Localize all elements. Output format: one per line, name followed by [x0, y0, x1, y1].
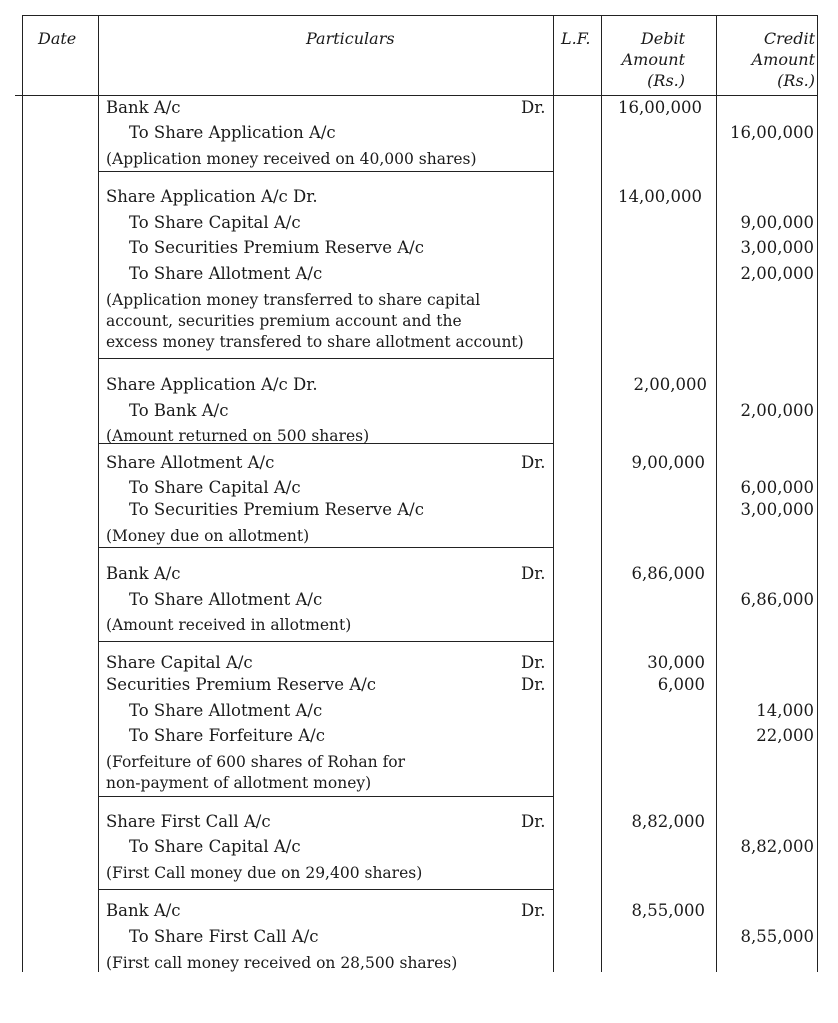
- debit-amount: 30,000: [647, 653, 705, 672]
- header-bottom-border: [15, 95, 818, 96]
- narration: (First Call money due on 29,400 shares): [106, 864, 423, 882]
- narration: non-payment of allotment money): [106, 774, 372, 792]
- header-debit-line-1: Debit: [640, 29, 685, 48]
- debit-amount: 16,00,000: [618, 98, 702, 117]
- entry-separator: [98, 889, 554, 890]
- dr-marker: Dr.: [521, 653, 546, 672]
- credit-account: To Securities Premium Reserve A/c: [129, 500, 424, 519]
- credit-account: To Share Capital A/c: [129, 478, 301, 497]
- credit-account: To Share First Call A/c: [129, 927, 319, 946]
- dr-marker: Dr.: [521, 675, 546, 694]
- credit-amount: 14,000: [756, 701, 814, 720]
- debit-amount: 14,00,000: [618, 187, 702, 206]
- credit-amount: 6,00,000: [740, 478, 814, 497]
- credit-account: To Share Allotment A/c: [129, 701, 323, 720]
- debit-account: Share Application A/c Dr.: [106, 187, 318, 206]
- header-credit-line-2: Amount: [751, 50, 815, 69]
- debit-account: Share First Call A/c: [106, 812, 271, 831]
- credit-account: To Share Forfeiture A/c: [129, 726, 325, 745]
- credit-account: To Bank A/c: [129, 401, 229, 420]
- header-lf: L.F.: [561, 29, 591, 48]
- credit-account: To Share Capital A/c: [129, 837, 301, 856]
- entry-separator: [98, 796, 554, 797]
- header-credit-line-3: (Rs.): [777, 71, 815, 90]
- entry-separator: [98, 641, 554, 642]
- narration: (Application money received on 40,000 shares): [106, 150, 477, 168]
- column-divider-debit: [601, 15, 602, 972]
- debit-amount: 9,00,000: [631, 453, 705, 472]
- credit-account: To Share Capital A/c: [129, 213, 301, 232]
- dr-marker: Dr.: [521, 564, 546, 583]
- narration: (Forfeiture of 600 shares of Rohan for: [106, 753, 406, 771]
- credit-account: To Share Application A/c: [129, 123, 336, 142]
- entry-separator: [98, 547, 554, 548]
- dr-marker: Dr.: [521, 812, 546, 831]
- narration: (First call money received on 28,500 shares): [106, 954, 458, 972]
- entry-separator: [98, 171, 554, 172]
- header-particulars: Particulars: [306, 29, 395, 48]
- debit-account: Share Allotment A/c: [106, 453, 275, 472]
- debit-amount: 6,86,000: [631, 564, 705, 583]
- column-divider-credit: [716, 15, 717, 972]
- narration: account, securities premium account and the: [106, 312, 462, 330]
- dr-marker: Dr.: [521, 98, 546, 117]
- table-right-border: [817, 15, 818, 972]
- column-divider-date: [22, 15, 23, 972]
- credit-amount: 3,00,000: [740, 500, 814, 519]
- header-debit-line-3: (Rs.): [647, 71, 685, 90]
- debit-amount: 8,55,000: [631, 901, 705, 920]
- debit-account: Share Capital A/c: [106, 653, 253, 672]
- debit-account: Securities Premium Reserve A/c: [106, 675, 377, 694]
- credit-account: To Share Allotment A/c: [129, 590, 323, 609]
- dr-marker: Dr.: [521, 901, 546, 920]
- debit-account: Bank A/c: [106, 901, 181, 920]
- table-top-border: [22, 15, 818, 16]
- credit-amount: 8,55,000: [740, 927, 814, 946]
- debit-account: Bank A/c: [106, 98, 181, 117]
- credit-amount: 16,00,000: [730, 123, 814, 142]
- debit-amount: 8,82,000: [631, 812, 705, 831]
- credit-amount: 9,00,000: [740, 213, 814, 232]
- debit-amount: 6,000: [657, 675, 705, 694]
- debit-amount: 2,00,000: [633, 375, 707, 394]
- debit-account: Share Application A/c Dr.: [106, 375, 318, 394]
- header-credit-line-1: Credit: [763, 29, 815, 48]
- credit-amount: 2,00,000: [740, 401, 814, 420]
- header-date: Date: [38, 29, 77, 48]
- narration: (Amount returned on 500 shares): [106, 427, 370, 445]
- credit-amount: 6,86,000: [740, 590, 814, 609]
- column-divider-particulars: [98, 15, 99, 972]
- narration: (Money due on allotment): [106, 527, 310, 545]
- credit-account: To Share Allotment A/c: [129, 264, 323, 283]
- credit-account: To Securities Premium Reserve A/c: [129, 238, 424, 257]
- narration: (Amount received in allotment): [106, 616, 352, 634]
- debit-account: Bank A/c: [106, 564, 181, 583]
- header-debit-line-2: Amount: [621, 50, 685, 69]
- column-divider-lf: [553, 15, 554, 972]
- credit-amount: 2,00,000: [740, 264, 814, 283]
- credit-amount: 3,00,000: [740, 238, 814, 257]
- dr-marker: Dr.: [521, 453, 546, 472]
- credit-amount: 22,000: [756, 726, 814, 745]
- credit-amount: 8,82,000: [740, 837, 814, 856]
- entry-separator: [98, 358, 554, 359]
- narration: excess money transfered to share allotment account): [106, 333, 524, 351]
- narration: (Application money transferred to share capital: [106, 291, 481, 309]
